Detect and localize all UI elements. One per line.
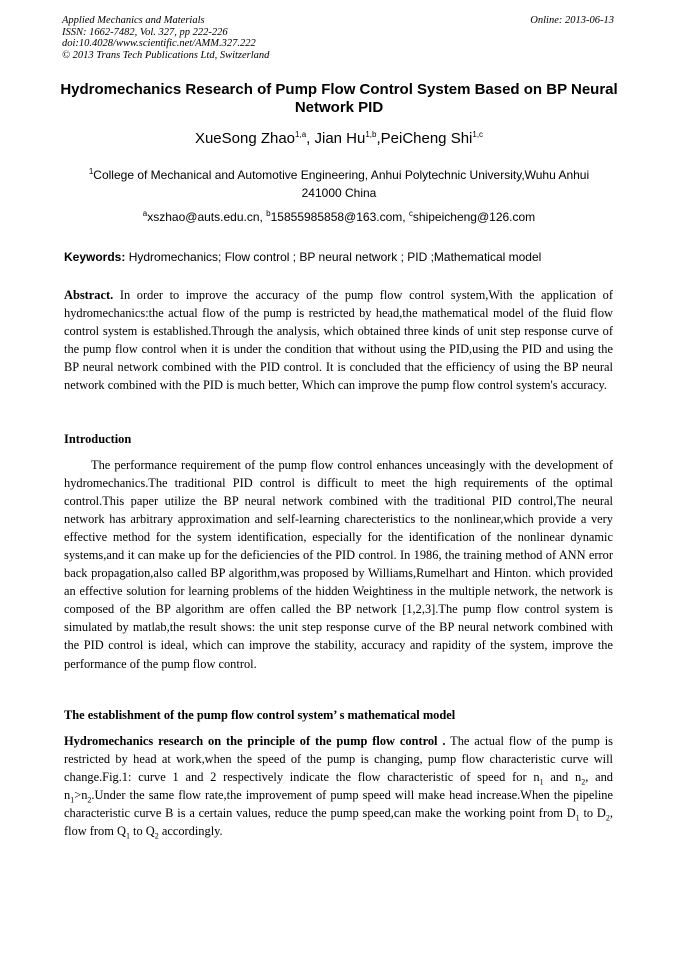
author-name: PeiCheng Shi bbox=[380, 130, 473, 147]
subscript: 2 bbox=[581, 777, 586, 787]
paragraph-text: The actual flow of the pump is restricted by head at work,when the speed of the pump is changing, pump flow characteristic curve will change.Fig.1: curve 1 and 2 respectively indicate the flow characteristic of speed for n bbox=[64, 734, 613, 785]
subscript: 1 bbox=[539, 777, 544, 787]
section-paragraph bbox=[64, 732, 613, 840]
section-heading: The establishment of the pump flow control system’ s mathematical model bbox=[64, 708, 456, 722]
paper-title: Hydromechanics Research of Pump Flow Control System Based on BP Neural Network PID bbox=[60, 81, 618, 116]
paragraph-text: to Q bbox=[129, 824, 155, 839]
author-separator: , bbox=[306, 130, 315, 147]
email-mark: b bbox=[266, 209, 271, 218]
author-name: XueSong Zhao bbox=[194, 130, 296, 147]
subscript: 1 bbox=[575, 813, 580, 823]
keywords-text: Hydromechanics; Flow control ; BP neural network ; PID ;Mathematical model bbox=[125, 250, 542, 264]
subscript: 2 bbox=[605, 813, 610, 823]
keywords bbox=[64, 249, 616, 265]
subscript: 1 bbox=[125, 831, 130, 841]
email-a: xszhao@auts.edu.cn, bbox=[147, 210, 267, 224]
author-list bbox=[60, 130, 618, 148]
paragraph-lead: Hydromechanics research on the principle of the pump flow control . bbox=[64, 734, 446, 748]
affiliation bbox=[70, 166, 608, 202]
subscript: 2 bbox=[154, 831, 159, 841]
paragraph-text: , and n bbox=[64, 770, 614, 803]
email-c: shipeicheng@126.com bbox=[412, 210, 536, 224]
introduction-paragraph: The performance requirement of the pump flow control enhances unceasingly with the development of hydromechanics.The traditional PID control is difficult to meet the high requirements of the optimal control.This paper utilize the BP neural network combined with the traditional PID control,The neural network has arbitrary approximation and self-learning charecteristics to the nonlinear,which provide a very effective method for the system identification, especially for the identification of the nonlinear dynamic systems,and it can make up for the deficiencies of the PID control. In 1986, the training method of ANN error back propagation,also called BP algorithm,was proposed by Williams,Rumelhart and Hinton. which provided an effective solution for learning problems of the hidden Weightiness in the multiple network, the network is composed of the BP algorithm are offen called the BP network [1,2,3].The pump flow control system is simulated by matlab,the result shows: the unit step response curve of the BP neural network combined with the PID control is ideal, which can improve the stability, accuracy and rapidity of the system, improve the performance of the pump flow control. bbox=[64, 458, 613, 671]
paragraph-text: and n bbox=[543, 770, 582, 785]
author-emails bbox=[60, 209, 618, 225]
journal-doi: doi:10.4028/www.scientific.net/AMM.327.222 bbox=[62, 38, 256, 49]
email-b: 15855985858@163.com, bbox=[270, 210, 409, 224]
keywords-label: Keywords: bbox=[64, 250, 126, 264]
subscript: 1 bbox=[70, 795, 75, 805]
author-separator: , bbox=[376, 130, 381, 147]
abstract-text: In order to improve the accuracy of the pump flow control system,With the application of hydromechanics:the actual flow of the pump is restricted by head,the mathematical model of the fluid flow control system is established.Through the analysis, which obtained three kinds of unit step response curve of the pump flow control when it is under the condition that without using the PID,using the PID and using the BP neural network combined with the PID control. It is concluded that the efficiency of using the BP neural network combined with the PID is much better, Which can improve the pump flow control system's accuracy. bbox=[64, 288, 613, 393]
paragraph-text: , flow from Q bbox=[64, 806, 613, 839]
abstract-label: Abstract. bbox=[64, 288, 114, 302]
author-affiliation-mark: 1,b bbox=[365, 130, 377, 139]
author-affiliation-mark: 1,c bbox=[472, 130, 484, 139]
introduction-heading: Introduction bbox=[64, 432, 132, 446]
journal-issn: ISSN: 1662-7482, Vol. 327, pp 222-226 bbox=[62, 26, 228, 38]
email-mark: c bbox=[408, 209, 413, 218]
paragraph-text: >n bbox=[74, 788, 88, 803]
email-mark: a bbox=[142, 209, 148, 218]
abstract bbox=[64, 286, 613, 394]
journal-name: Applied Mechanics and Materials bbox=[62, 15, 205, 26]
paragraph-text: accordingly. bbox=[158, 824, 223, 839]
paragraph-text: .Under the same flow rate,the improvement of pump speed will make head increase.When the pipeline characteristic curve B is a certain values, reduce the pump speed,can make the working point from D bbox=[64, 788, 613, 821]
journal-header bbox=[62, 15, 269, 61]
paragraph-text: to D bbox=[579, 806, 606, 821]
author-affiliation-mark: 1,a bbox=[295, 130, 307, 139]
author-name: Jian Hu bbox=[314, 130, 366, 147]
journal-copyright: © 2013 Trans Tech Publications Ltd, Switzerland bbox=[62, 49, 270, 61]
affiliation-text: College of Mechanical and Automotive Engineering, Anhui Polytechnic University,Wuhu Anhui 241000 China bbox=[93, 168, 590, 200]
affiliation-mark: 1 bbox=[88, 167, 94, 176]
online-date: Online: 2013-06-13 bbox=[530, 15, 614, 26]
subscript: 2 bbox=[87, 795, 92, 805]
